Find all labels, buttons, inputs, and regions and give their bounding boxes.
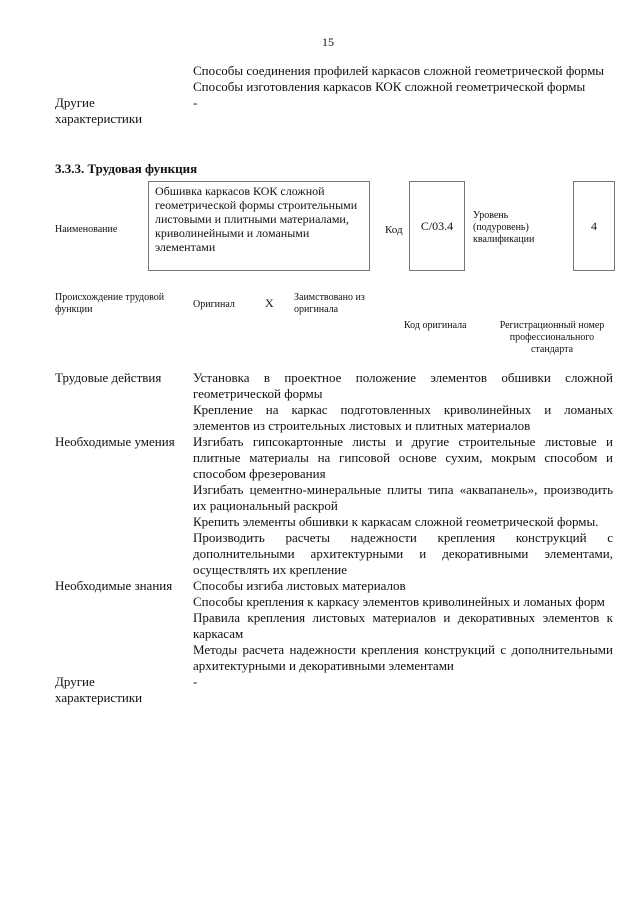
top-other-label: Другие характеристики (55, 95, 143, 126)
action-item: Установка в проектное положение элементов обшивки сложной геометрической формы (193, 370, 613, 401)
level-value: 4 (591, 219, 597, 233)
original-label: Оригинал (193, 299, 235, 310)
skills-label: Необходимые умения (55, 434, 175, 449)
code-value: С/03.4 (420, 219, 454, 233)
function-name-box (148, 181, 370, 271)
actions-label: Трудовые действия (55, 370, 162, 385)
code-label: Код (385, 224, 403, 236)
other-value: - (193, 674, 198, 689)
skill-item: Крепить элементы обшивки к каркасам сложной геометрической формы. (193, 514, 599, 529)
knowledge-item: Методы расчета надежности крепления конструкций с дополнительными архитектурными и декоративными элементами (193, 642, 613, 673)
top-knowledge-line-1: Способы соединения профилей каркасов сложной геометрической формы (193, 63, 605, 78)
knowledge-label: Необходимые знания (55, 578, 173, 593)
borrowed-label: Заимствовано из оригинала (294, 292, 365, 315)
function-name-value: Обшивка каркасов КОК сложной геометрической формы строительными листовыми и плитными материалами, криволинейными и ломаными элементами (155, 184, 358, 254)
page-number: 15 (322, 35, 334, 49)
level-box (573, 181, 615, 271)
knowledge-item: Способы крепления к каркасу элементов криволинейных и ломаных форм (193, 594, 605, 609)
code-original-label: Код оригинала (404, 320, 467, 331)
name-label: Наименование (55, 224, 118, 235)
skill-item: Изгибать гипсокартонные листы и другие строительные листовые и плитные материалы на гипсовой основе сухим, мокрым способом и способом фрезерования (193, 434, 613, 481)
knowledge-item: Правила крепления листовых материалов и декоративных элементов к каркасам (193, 610, 613, 641)
top-knowledge-line-2: Способы изготовления каркасов КОК сложной геометрической формы (193, 79, 586, 94)
registration-number-label: Регистрационный номер профессионального стандарта (499, 320, 605, 355)
knowledge-item: Способы изгиба листовых материалов (193, 578, 406, 593)
skill-item: Производить расчеты надежности крепления конструкций с дополнительными архитектурными и декоративными элементами, осуществлять их крепление (193, 530, 613, 577)
other-label: Другие характеристики (55, 674, 143, 705)
action-item: Крепление на каркас подготовленных криволинейных и ломаных элементов из строительных листовых и плитных материалов (193, 402, 613, 433)
origin-label: Происхождение трудовой функции (55, 292, 165, 315)
section-title: 3.3.3. Трудовая функция (55, 161, 198, 176)
level-label: Уровень (подуровень) квалификации (473, 210, 535, 245)
code-box (409, 181, 465, 271)
top-other-value: - (193, 95, 198, 110)
skill-item: Изгибать цементно-минеральные плиты типа «аквапанель», производить их рациональный раскрой (193, 482, 613, 513)
original-mark: X (265, 296, 274, 310)
